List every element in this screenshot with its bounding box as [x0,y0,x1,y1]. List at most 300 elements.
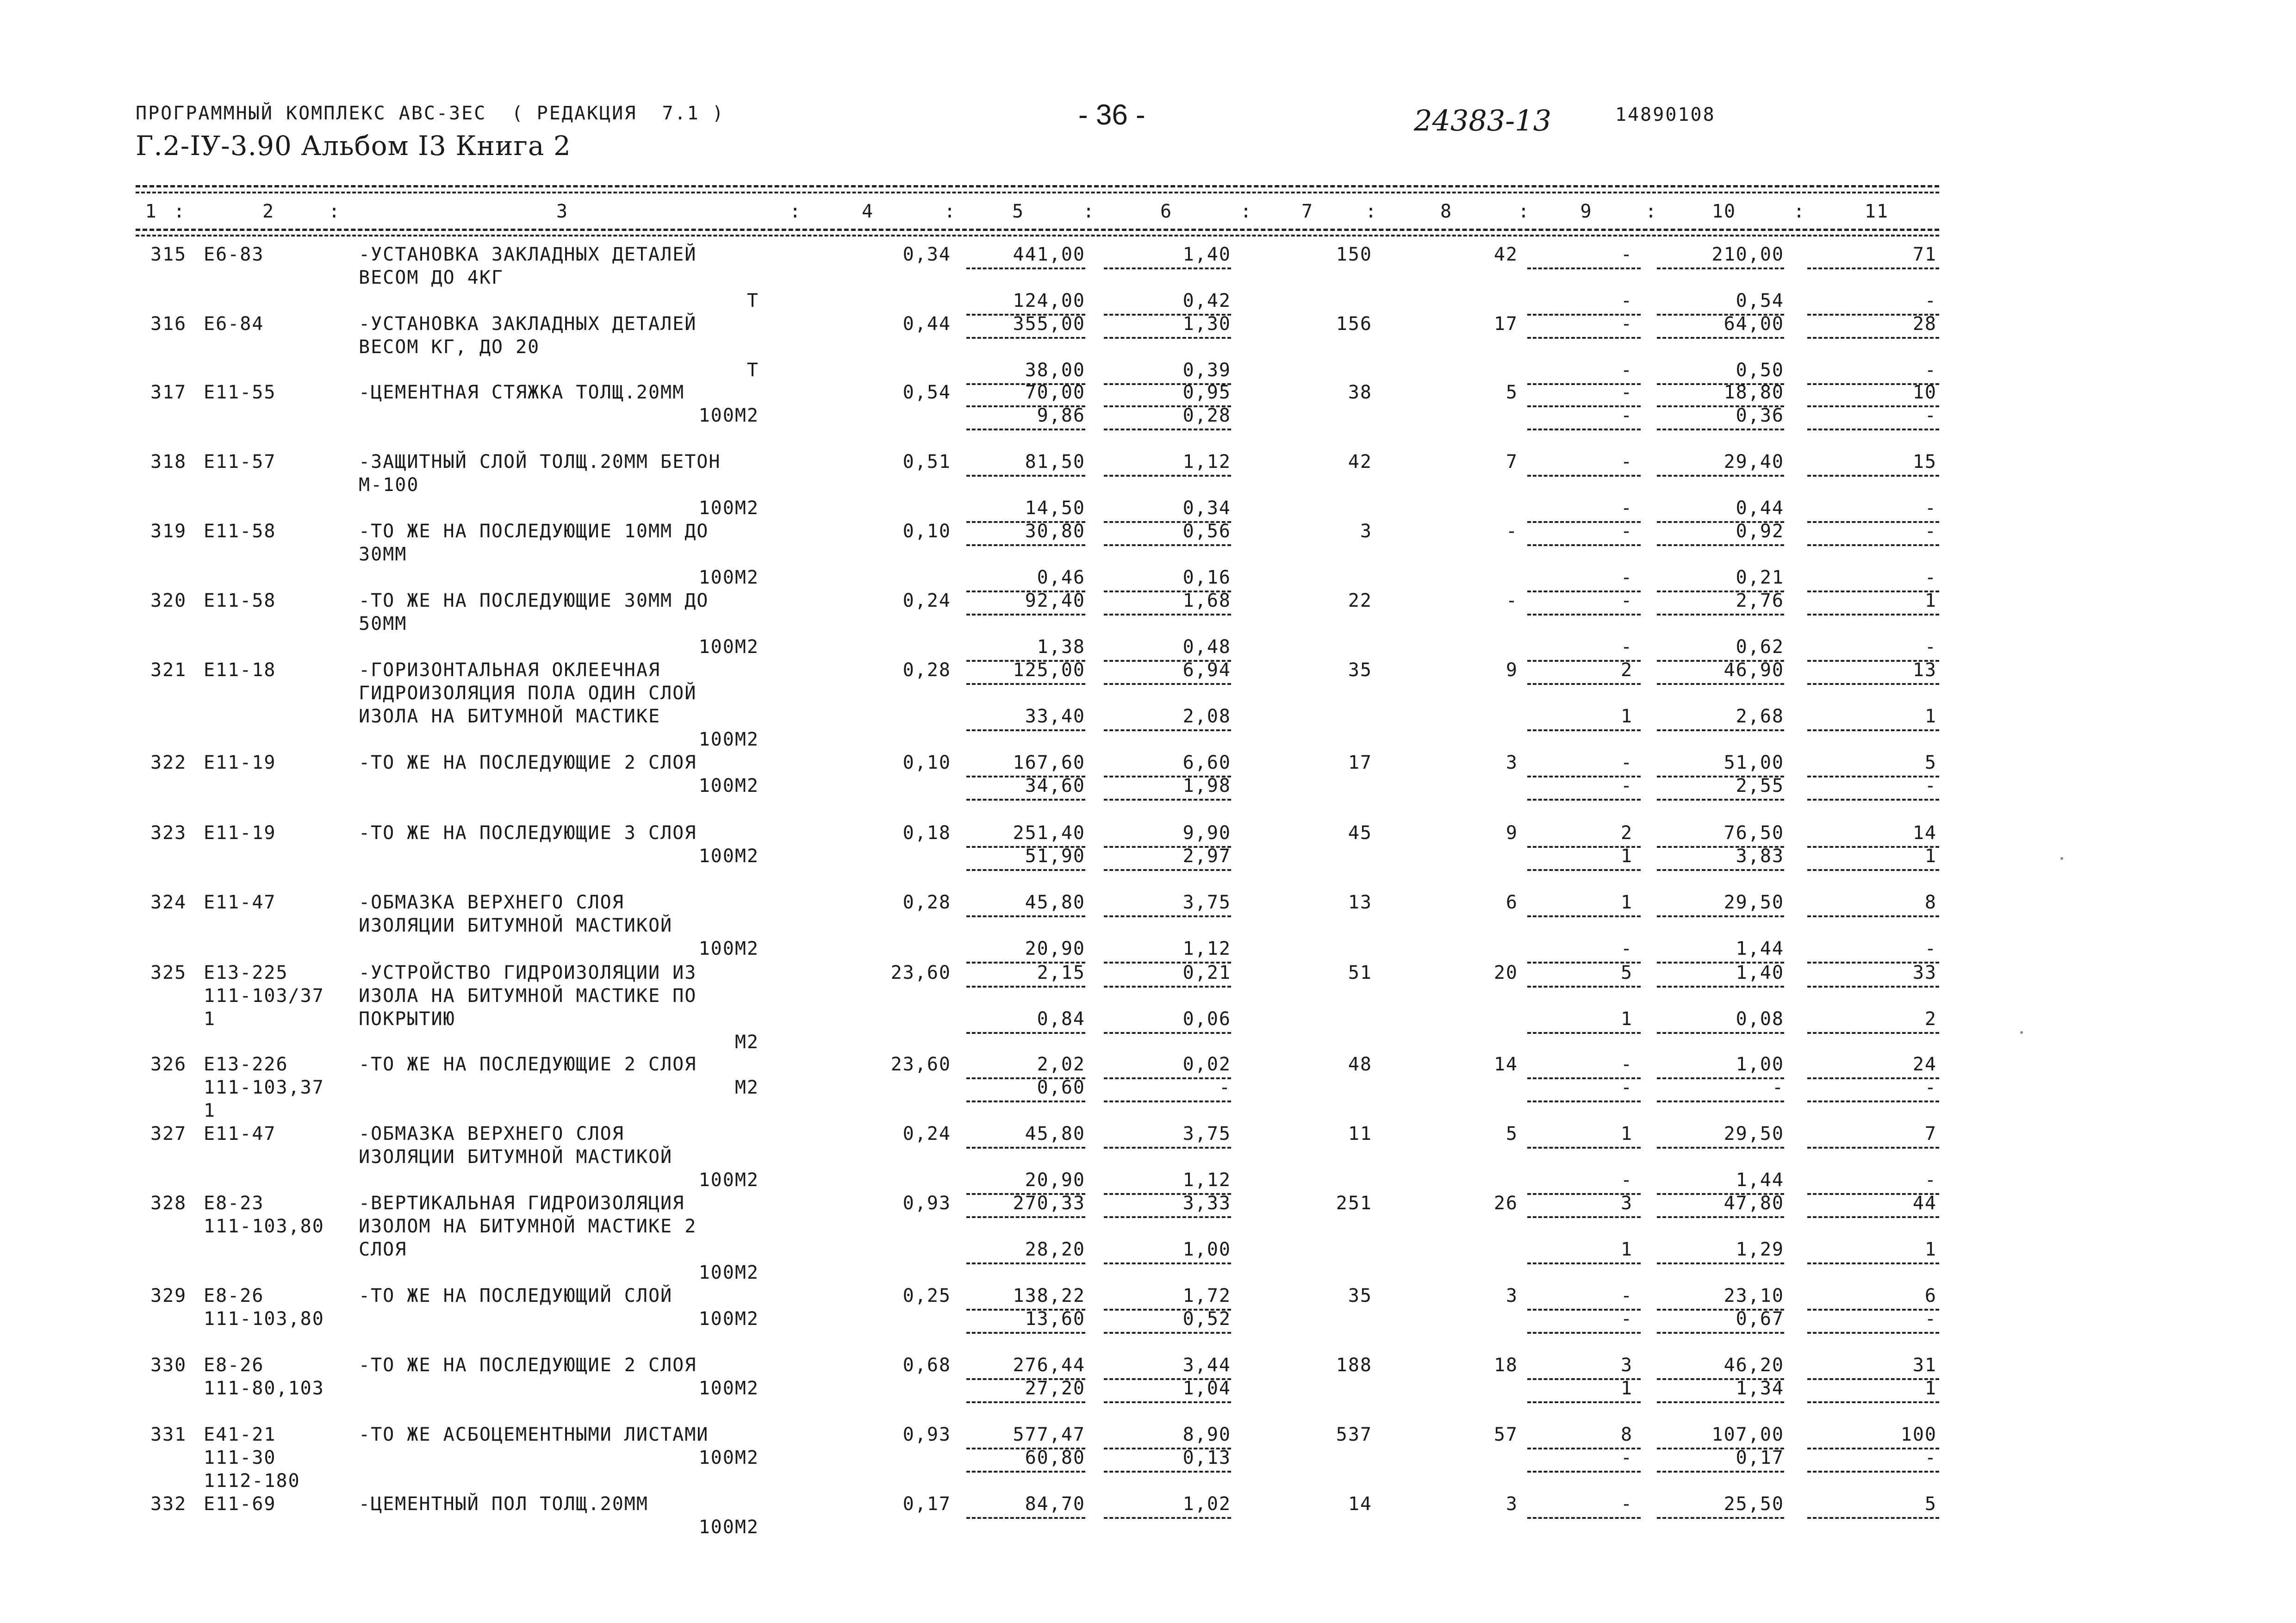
col11-cell: 15 [1912,451,1937,473]
quantity-cell: 0,68 [902,1355,951,1376]
col9-cell: - [1620,1493,1633,1515]
row-number: 322 [150,752,187,773]
col6-cell: 6,60 [1182,752,1231,773]
col9-cell: 5 [1620,962,1633,983]
row-dash-line [966,337,1085,339]
col11-cell: 5 [1924,752,1937,773]
row-dash-line [966,1401,1085,1403]
col6-cell: 0,21 [1182,962,1231,983]
norm-code: 1 [204,1008,216,1030]
col9-subcell: 1 [1620,846,1633,867]
col6-cell: 8,90 [1182,1424,1231,1445]
scan-speck [2060,857,2063,860]
col6-subcell: 1,98 [1182,775,1231,796]
col7-cell: 17 [1348,752,1372,773]
col6-subcell: 1,04 [1182,1378,1231,1399]
row-dash-line [1527,429,1641,430]
row-dash-line [1657,1101,1784,1102]
col6-cell: 3,33 [1182,1193,1231,1214]
col11-subcell: 1 [1924,1378,1937,1399]
row-dash-line [1104,429,1231,430]
quantity-cell: 0,93 [902,1424,951,1445]
col11-cell: 100 [1900,1424,1937,1445]
quantity-cell: 0,10 [902,521,951,542]
work-description: СЛОЯ [359,1239,407,1260]
row-dash-line [1807,1471,1939,1473]
col6-cell: 1,30 [1182,313,1231,335]
col6-cell: 0,02 [1182,1054,1231,1075]
row-dash-line [1657,475,1784,477]
col9-subcell: 1 [1620,1378,1633,1399]
col11-subcell: 1 [1924,706,1937,727]
col9-cell: - [1620,313,1633,335]
col5-subcell: 33,40 [1025,706,1085,727]
work-description: ВЕСОМ КГ, ДО 20 [359,336,540,358]
norm-code: Е11-58 [204,590,276,611]
col9-cell: - [1620,382,1633,403]
row-dash-line [1527,799,1641,801]
col11-cell: 44 [1912,1193,1937,1214]
col6-subcell: 0,39 [1182,360,1231,381]
column-header-2: 2 [262,201,275,222]
norm-code: Е11-55 [204,382,276,403]
col5-cell: 577,47 [1013,1424,1085,1445]
col5-subcell: 124,00 [1013,290,1085,311]
col9-cell: 1 [1620,892,1633,913]
col5-cell: 2,02 [1037,1054,1085,1075]
quantity-cell: 0,93 [902,1193,951,1214]
col10-cell: 29,50 [1724,892,1784,913]
norm-code: Е8-26 [204,1285,264,1306]
col6-cell: 0,95 [1182,382,1231,403]
work-description: -УСТРОЙСТВО ГИДРОИЗОЛЯЦИИ ИЗ [359,962,697,983]
col10-cell: 29,40 [1724,451,1784,473]
row-number: 329 [150,1285,187,1306]
row-dash-line [966,1332,1085,1334]
row-number: 331 [150,1424,187,1445]
row-dash-line [966,1471,1085,1473]
row-dash-line [1657,799,1784,801]
work-description: -УСТАНОВКА ЗАКЛАДНЫХ ДЕТАЛЕЙ [359,244,697,265]
col11-subcell: - [1924,360,1937,381]
col7-cell: 3 [1360,521,1372,542]
row-dash-line [1807,729,1939,731]
column-header-10: 10 [1711,201,1736,222]
col10-subcell: 1,44 [1736,938,1784,959]
unit-label: 100М2 [698,1517,759,1538]
col10-subcell: 1,34 [1736,1378,1784,1399]
col6-cell: 1,40 [1182,244,1231,265]
col8-cell: 5 [1506,382,1518,403]
norm-code: Е11-47 [204,1123,276,1144]
work-description: -ТО ЖЕ НА ПОСЛЕДУЮЩИЕ 2 СЛОЯ [359,1054,697,1075]
col5-cell: 270,33 [1013,1193,1085,1214]
unit-label: 100М2 [698,1447,759,1468]
col9-subcell: - [1620,497,1633,519]
norm-code: Е8-26 [204,1355,264,1376]
column-separator: : [1645,201,1658,222]
col5-cell: 92,40 [1025,590,1085,611]
col6-subcell: 1,12 [1182,938,1231,959]
work-description: ИЗОЛА НА БИТУМНОЙ МАСТИКЕ [359,706,661,727]
col10-cell: 210,00 [1711,244,1784,265]
row-dash-line [966,1262,1085,1264]
norm-code: 111-103,80 [204,1216,324,1237]
col9-subcell: - [1620,938,1633,959]
row-dash-line [1807,869,1939,871]
row-dash-line [1657,267,1784,269]
col8-cell: 3 [1506,752,1518,773]
row-dash-line [1527,614,1641,616]
quantity-cell: 0,24 [902,590,951,611]
norm-code: 111-30 [204,1447,276,1468]
col10-cell: 25,50 [1724,1493,1784,1515]
col6-cell: 1,02 [1182,1493,1231,1515]
row-dash-line [1527,1332,1641,1334]
unit-label: 100М2 [698,497,759,519]
work-description: -ТО ЖЕ НА ПОСЛЕДУЮЩИЙ СЛОЙ [359,1285,673,1306]
unit-label: 100М2 [698,938,759,959]
row-dash-line [1527,869,1641,871]
work-description: -ЦЕМЕНТНАЯ СТЯЖКА ТОЛЩ.20ММ [359,382,685,403]
row-dash-line [1527,1032,1641,1034]
col10-subcell: 2,55 [1736,775,1784,796]
column-header-9: 9 [1580,201,1593,222]
col10-cell: 76,50 [1724,822,1784,844]
header-bottom-rule [136,229,1939,231]
col9-cell: - [1620,1054,1633,1075]
col6-subcell: 0,13 [1182,1447,1231,1468]
col10-cell: 47,80 [1724,1193,1784,1214]
quantity-cell: 0,24 [902,1123,951,1144]
row-number: 326 [150,1054,187,1075]
col11-cell: 10 [1912,382,1937,403]
row-dash-line [966,915,1085,917]
row-dash-line [1527,729,1641,731]
col11-cell: 33 [1912,962,1937,983]
col10-cell: 18,80 [1724,382,1784,403]
norm-code: Е11-69 [204,1493,276,1515]
row-dash-line [1527,915,1641,917]
col9-subcell: - [1620,1077,1633,1098]
page-number: - 36 - [1078,99,1145,131]
row-dash-line [1657,915,1784,917]
col7-cell: 150 [1336,244,1372,265]
col11-cell: 31 [1912,1355,1937,1376]
col11-subcell: - [1924,1308,1937,1330]
row-dash-line [1527,544,1641,546]
row-dash-line [1807,1517,1939,1519]
col9-subcell: - [1620,360,1633,381]
col11-subcell: - [1924,636,1937,658]
col9-cell: 3 [1620,1193,1633,1214]
col7-cell: 22 [1348,590,1372,611]
col11-subcell: - [1924,938,1937,959]
col10-subcell: - [1772,1077,1784,1098]
row-number: 328 [150,1193,187,1214]
row-dash-line [1104,337,1231,339]
col10-subcell: 0,67 [1736,1308,1784,1330]
col6-cell: 1,12 [1182,451,1231,473]
row-dash-line [1104,1517,1231,1519]
col11-cell: - [1924,521,1937,542]
row-number: 332 [150,1493,187,1515]
document-code: 14890108 [1615,104,1716,125]
col5-subcell: 14,50 [1025,497,1085,519]
col7-cell: 45 [1348,822,1372,844]
col5-subcell: 60,80 [1025,1447,1085,1468]
row-dash-line [1807,429,1939,430]
norm-code: Е11-58 [204,521,276,542]
norm-code: Е6-83 [204,244,264,265]
row-dash-line [1104,799,1231,801]
col9-cell: - [1620,590,1633,611]
col10-cell: 64,00 [1724,313,1784,335]
row-dash-line [1104,1262,1231,1264]
work-description: ИЗОЛЯЦИИ БИТУМНОЙ МАСТИКОЙ [359,1146,673,1168]
col10-cell: 46,20 [1724,1355,1784,1376]
row-dash-line [1807,799,1939,801]
row-dash-line [966,683,1085,685]
col5-cell: 276,44 [1013,1355,1085,1376]
col10-subcell: 1,29 [1736,1239,1784,1260]
col8-cell: 14 [1493,1054,1518,1075]
col6-cell: 0,56 [1182,521,1231,542]
norm-code: 111-103,80 [204,1308,324,1330]
col9-subcell: - [1620,775,1633,796]
row-dash-line [1104,1032,1231,1034]
work-description: 30ММ [359,544,407,565]
col6-cell: 9,90 [1182,822,1231,844]
col10-subcell: 1,44 [1736,1169,1784,1191]
row-number: 318 [150,451,187,473]
unit-label: 100М2 [698,846,759,867]
unit-label: 100М2 [698,636,759,658]
row-dash-line [1527,337,1641,339]
col9-cell: 8 [1620,1424,1633,1445]
col8-cell: 9 [1506,659,1518,681]
work-description: ГИДРОИЗОЛЯЦИЯ ПОЛА ОДИН СЛОЙ [359,683,697,704]
col10-cell: 0,92 [1736,521,1784,542]
col5-cell: 70,00 [1025,382,1085,403]
col9-cell: 2 [1620,659,1633,681]
col9-cell: 3 [1620,1355,1633,1376]
unit-label: 100М2 [698,1169,759,1191]
col7-cell: 156 [1336,313,1372,335]
row-dash-line [1657,1401,1784,1403]
col10-cell: 51,00 [1724,752,1784,773]
unit-label: 100М2 [698,729,759,750]
row-dash-line [1104,1147,1231,1149]
column-header-3: 3 [556,201,569,222]
row-dash-line [966,544,1085,546]
row-dash-line [966,1147,1085,1149]
work-description: -ТО ЖЕ АСБОЦЕМЕНТНЫМИ ЛИСТАМИ [359,1424,709,1445]
col10-subcell: 0,21 [1736,567,1784,588]
col9-subcell: - [1620,1447,1633,1468]
col8-cell: 5 [1506,1123,1518,1144]
row-dash-line [966,475,1085,477]
work-description: ИЗОЛА НА БИТУМНОЙ МАСТИКЕ ПО [359,985,697,1007]
col7-cell: 188 [1336,1355,1372,1376]
col5-cell: 84,70 [1025,1493,1085,1515]
row-dash-line [1807,1101,1939,1102]
col5-cell: 30,80 [1025,521,1085,542]
row-dash-line [1657,337,1784,339]
row-number: 330 [150,1355,187,1376]
col9-subcell: 1 [1620,1239,1633,1260]
row-dash-line [1527,1147,1641,1149]
quantity-cell: 0,51 [902,451,951,473]
handwritten-number: 24383-13 [1414,104,1552,137]
col10-subcell: 0,44 [1736,497,1784,519]
row-dash-line [1657,1471,1784,1473]
row-dash-line [1527,683,1641,685]
work-description: 50ММ [359,613,407,634]
col9-subcell: - [1620,290,1633,311]
work-description: -ОБМАЗКА ВЕРХНЕГО СЛОЯ [359,1123,624,1144]
column-separator: : [1365,201,1378,222]
col7-cell: 11 [1348,1123,1372,1144]
row-dash-line [1104,915,1231,917]
col9-subcell: - [1620,567,1633,588]
row-dash-line [966,1216,1085,1218]
col6-cell: 1,68 [1182,590,1231,611]
col9-subcell: 1 [1620,1008,1633,1030]
col7-cell: 35 [1348,1285,1372,1306]
row-dash-line [1527,1471,1641,1473]
col7-cell: 48 [1348,1054,1372,1075]
unit-label: Т [747,290,759,311]
norm-code: Е41-21 [204,1424,276,1445]
col11-cell: 24 [1912,1054,1937,1075]
col5-cell: 355,00 [1013,313,1085,335]
row-dash-line [1807,986,1939,988]
row-dash-line [1807,337,1939,339]
row-dash-line [1527,1401,1641,1403]
norm-code: Е11-19 [204,822,276,844]
work-description: -ЗАЩИТНЫЙ СЛОЙ ТОЛЩ.20ММ БЕТОН [359,451,721,473]
col10-subcell: 0,54 [1736,290,1784,311]
row-dash-line [1527,267,1641,269]
col11-cell: 5 [1924,1493,1937,1515]
quantity-cell: 0,18 [902,822,951,844]
col9-subcell: - [1620,636,1633,658]
column-header-5: 5 [1012,201,1025,222]
quantity-cell: 0,17 [902,1493,951,1515]
table-top-rule-2 [136,192,1939,193]
row-dash-line [1807,1401,1939,1403]
column-header-11: 11 [1864,201,1889,222]
norm-code: 1 [204,1100,216,1121]
column-header-6: 6 [1160,201,1173,222]
col8-cell: 6 [1506,892,1518,913]
col10-subcell: 0,08 [1736,1008,1784,1030]
row-number: 317 [150,382,187,403]
unit-label: 100М2 [698,405,759,426]
col5-subcell: 34,60 [1025,775,1085,796]
col10-cell: 29,50 [1724,1123,1784,1144]
work-description: ПОКРЫТИЮ [359,1008,455,1030]
col11-cell: 1 [1924,590,1937,611]
row-dash-line [1657,869,1784,871]
row-dash-line [966,729,1085,731]
col6-subcell: 0,48 [1182,636,1231,658]
col11-subcell: 1 [1924,846,1937,867]
col6-subcell: 0,06 [1182,1008,1231,1030]
work-description: -ЦЕМЕНТНЫЙ ПОЛ ТОЛЩ.20ММ [359,1493,648,1515]
col6-subcell: 0,34 [1182,497,1231,519]
row-dash-line [1104,1216,1231,1218]
col9-cell: - [1620,451,1633,473]
col11-subcell: - [1924,497,1937,519]
column-separator: : [174,201,186,222]
col11-subcell: - [1924,405,1937,426]
column-separator: : [1240,201,1253,222]
norm-code: 1112-180 [204,1470,300,1492]
unit-label: М2 [734,1032,759,1053]
col10-subcell: 0,17 [1736,1447,1784,1468]
document-designation: Г.2-IУ-3.90 Альбом I3 Книга 2 [136,130,571,162]
col10-cell: 107,00 [1711,1424,1784,1445]
col10-subcell: 3,83 [1736,846,1784,867]
col10-subcell: 0,36 [1736,405,1784,426]
row-dash-line [1104,544,1231,546]
unit-label: Т [747,360,759,381]
col8-cell: 18 [1493,1355,1518,1376]
col8-cell: 7 [1506,451,1518,473]
row-dash-line [1807,683,1939,685]
row-dash-line [1657,1032,1784,1034]
column-separator: : [1083,201,1095,222]
row-number: 321 [150,659,187,681]
norm-code: Е6-84 [204,313,264,335]
unit-label: 100М2 [698,1308,759,1330]
norm-code: Е13-226 [204,1054,288,1075]
col5-cell: 251,40 [1013,822,1085,844]
col5-cell: 167,60 [1013,752,1085,773]
col6-subcell: 1,12 [1182,1169,1231,1191]
row-dash-line [1807,915,1939,917]
work-description: -ВЕРТИКАЛЬНАЯ ГИДРОИЗОЛЯЦИЯ [359,1193,685,1214]
row-dash-line [1104,475,1231,477]
col8-cell: 3 [1506,1285,1518,1306]
row-number: 323 [150,822,187,844]
row-dash-line [1807,1032,1939,1034]
row-dash-line [1104,683,1231,685]
col9-subcell: 1 [1620,706,1633,727]
row-dash-line [1657,614,1784,616]
row-dash-line [1527,1101,1641,1102]
row-dash-line [1104,267,1231,269]
row-number: 316 [150,313,187,335]
col5-cell: 2,15 [1037,962,1085,983]
col5-subcell: 38,00 [1025,360,1085,381]
row-dash-line [1104,1471,1231,1473]
work-description: ИЗОЛЯЦИИ БИТУМНОЙ МАСТИКОЙ [359,915,673,936]
work-description: -ГОРИЗОНТАЛЬНАЯ ОКЛЕЕЧНАЯ [359,659,661,681]
unit-label: 100М2 [698,1378,759,1399]
col10-cell: 1,40 [1736,962,1784,983]
column-separator: : [1518,201,1531,222]
col5-subcell: 1,38 [1037,636,1085,658]
col10-subcell: 0,62 [1736,636,1784,658]
row-dash-line [1527,475,1641,477]
col8-cell: 17 [1493,313,1518,335]
col11-subcell: - [1924,567,1937,588]
col6-cell: 3,44 [1182,1355,1231,1376]
col9-cell: - [1620,521,1633,542]
